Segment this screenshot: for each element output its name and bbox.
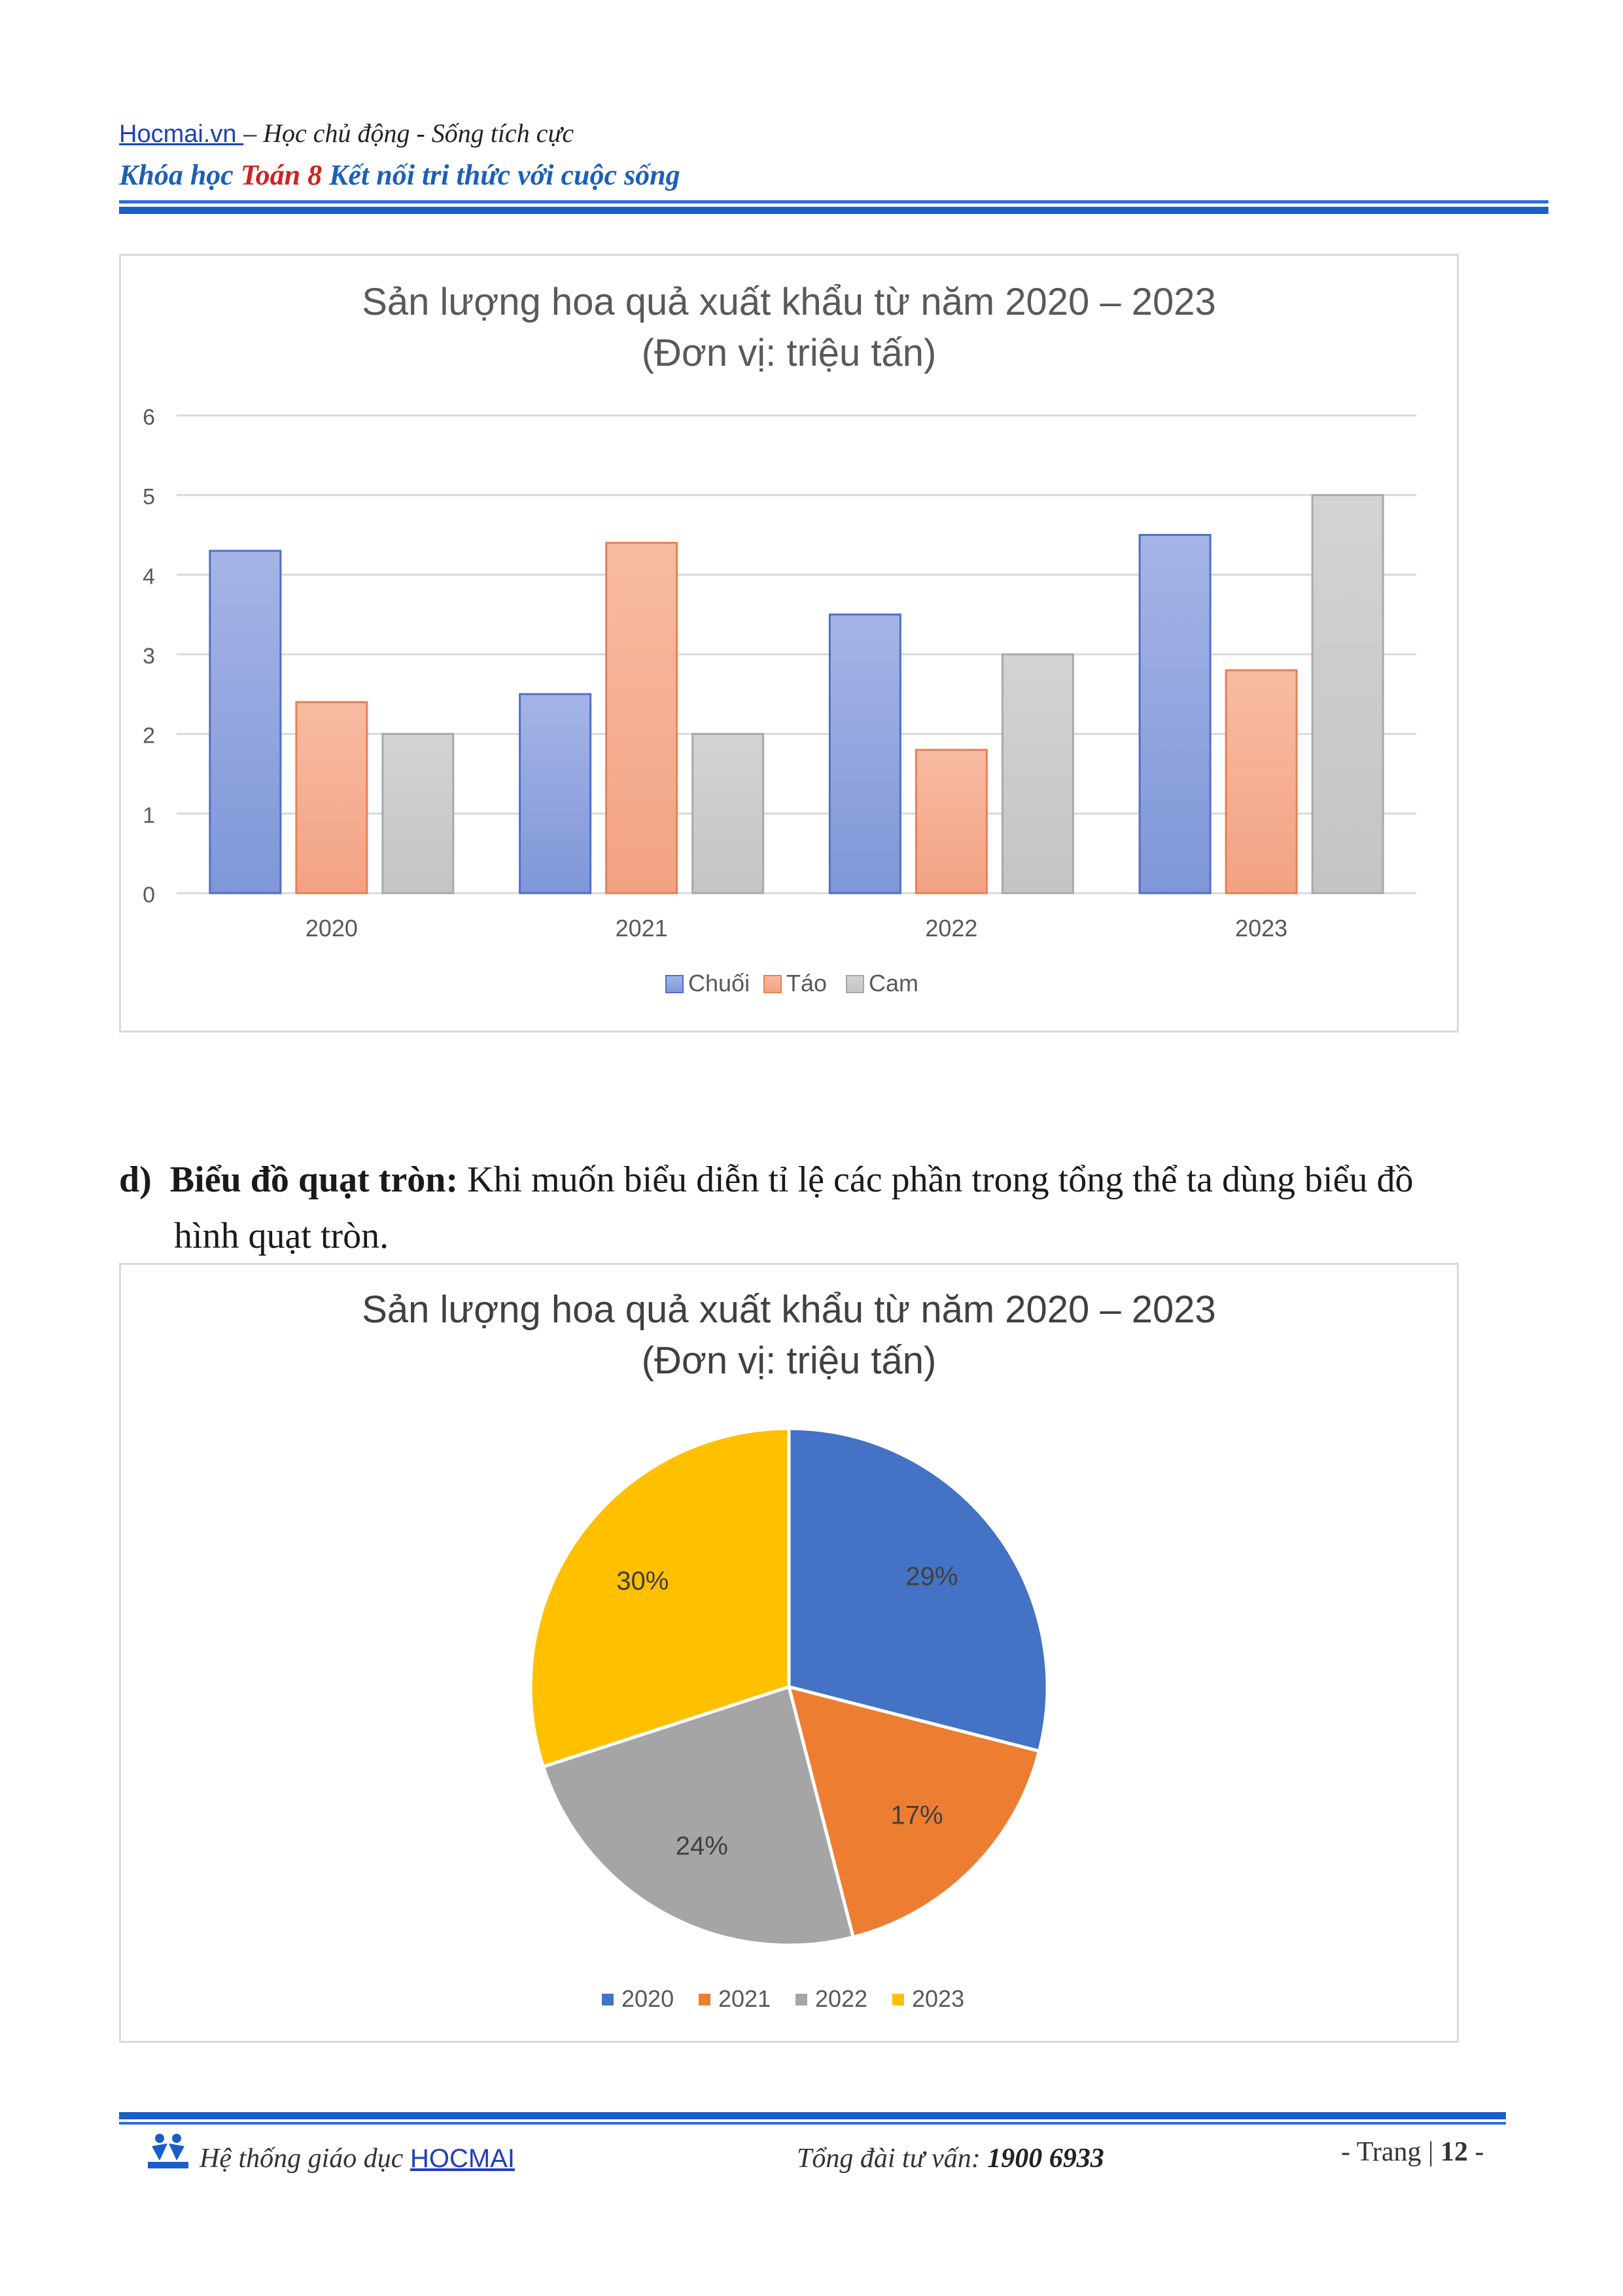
y-tick-label: 2 <box>143 723 155 749</box>
bar-Táo-2020 <box>296 702 367 893</box>
hocmai-link[interactable]: HOCMAI <box>410 2144 515 2173</box>
pie-chart-title-line2: (Đơn vị: triệu tấn) <box>641 1339 937 1382</box>
bar-chart-title-line1: Sản lượng hoa quả xuất khẩu từ năm 2020 – 2023 <box>362 281 1216 323</box>
legend-label: Cam <box>869 970 919 997</box>
legend-swatch <box>795 1994 807 2005</box>
course-suffix: Kết nối tri thức với cuộc sống <box>322 159 680 191</box>
hotline-number: 1900 6933 <box>987 2144 1104 2174</box>
pie-chart-description <box>119 1152 1526 1264</box>
pie-chart-frame <box>119 1263 1459 2043</box>
y-tick-label: 5 <box>143 484 155 510</box>
legend-label: Chuối <box>688 970 750 997</box>
bar-chart-bars <box>210 495 1383 893</box>
y-tick-label: 4 <box>143 564 155 590</box>
y-tick-label: 3 <box>143 644 155 669</box>
legend-swatch <box>892 1994 904 2005</box>
header-rule-thin <box>119 200 1548 203</box>
footer-brand <box>200 2143 515 2174</box>
pie-data-label: 17% <box>890 1801 943 1830</box>
x-tick-label: 2023 <box>1235 915 1288 942</box>
bar-Táo-2022 <box>916 750 986 893</box>
legend-swatch <box>666 976 683 993</box>
bar-Chuối-2022 <box>829 614 900 893</box>
pie-chart-legend <box>602 1985 964 2012</box>
course-title <box>119 158 680 192</box>
bar-Chuối-2021 <box>520 694 591 893</box>
item-text-line1: Khi muốn biểu diễn tỉ lệ các phần trong tổng thể ta dùng biểu đồ <box>458 1159 1414 1200</box>
page-suffix: - <box>1467 2137 1484 2167</box>
bar-chart-title-line2: (Đơn vị: triệu tấn) <box>641 332 937 374</box>
legend-swatch <box>602 1994 614 2005</box>
footer-rule-thick <box>119 2112 1506 2119</box>
pie-chart-slices <box>531 1428 1047 1945</box>
footer-brand-prefix: Hệ thống giáo dục <box>200 2144 410 2174</box>
bar-chart <box>121 256 1457 1031</box>
legend-swatch <box>699 1994 710 2005</box>
pie-data-label: 30% <box>616 1566 669 1596</box>
y-tick-label: 6 <box>143 405 155 430</box>
bar-Táo-2021 <box>606 543 677 893</box>
course-prefix: Khóa học <box>119 159 241 191</box>
legend-label: Táo <box>786 970 828 997</box>
header-rule-thick <box>119 207 1548 214</box>
legend-label: 2020 <box>621 1985 674 2012</box>
legend-swatch <box>846 976 864 993</box>
bar-chart-x-axis <box>305 915 1287 942</box>
page-number <box>1341 2136 1484 2168</box>
pie-data-label: 29% <box>905 1562 958 1591</box>
item-text-line2: hình quạt tròn. <box>174 1216 389 1256</box>
item-marker: d) <box>119 1159 152 1200</box>
bar-Chuối-2023 <box>1140 535 1210 894</box>
site-link[interactable]: Hocmai.vn <box>119 120 244 148</box>
hotline-label: Tổng đài tư vấn: <box>797 2144 988 2174</box>
bar-Chuối-2020 <box>210 551 281 893</box>
bar-Cam-2020 <box>383 734 453 893</box>
y-tick-label: 0 <box>143 883 155 908</box>
page-prefix: - Trang | <box>1341 2137 1440 2167</box>
bar-Cam-2021 <box>693 734 763 893</box>
footer-hotline <box>797 2143 1104 2174</box>
legend-swatch <box>764 976 781 993</box>
legend-label: 2021 <box>718 1985 771 2012</box>
pie-chart-title-line1: Sản lượng hoa quả xuất khẩu từ năm 2020 – 2023 <box>362 1288 1216 1331</box>
pie-data-label: 24% <box>675 1831 728 1861</box>
bar-Cam-2023 <box>1312 495 1383 893</box>
bar-Cam-2022 <box>1002 654 1073 893</box>
pie-chart <box>121 1265 1457 2041</box>
legend-label: 2022 <box>815 1985 868 2012</box>
hocmai-logo-icon <box>145 2132 191 2170</box>
bar-chart-legend <box>666 970 918 997</box>
bar-chart-y-axis <box>143 405 155 908</box>
x-tick-label: 2020 <box>305 915 358 942</box>
item-label: Biểu đồ quạt tròn: <box>169 1159 459 1200</box>
slogan-text: – Học chủ động - Sống tích cực <box>243 118 574 148</box>
header-slogan-line <box>119 118 574 149</box>
y-tick-label: 1 <box>143 803 155 828</box>
x-tick-label: 2021 <box>615 915 668 942</box>
legend-label: 2023 <box>912 1985 965 2012</box>
course-subject: Toán 8 <box>240 159 323 191</box>
x-tick-label: 2022 <box>925 915 978 942</box>
footer-rule-thin <box>119 2122 1506 2125</box>
page-number-value: 12 <box>1440 2137 1468 2167</box>
bar-Táo-2023 <box>1226 670 1297 893</box>
bar-chart-frame <box>119 254 1459 1033</box>
